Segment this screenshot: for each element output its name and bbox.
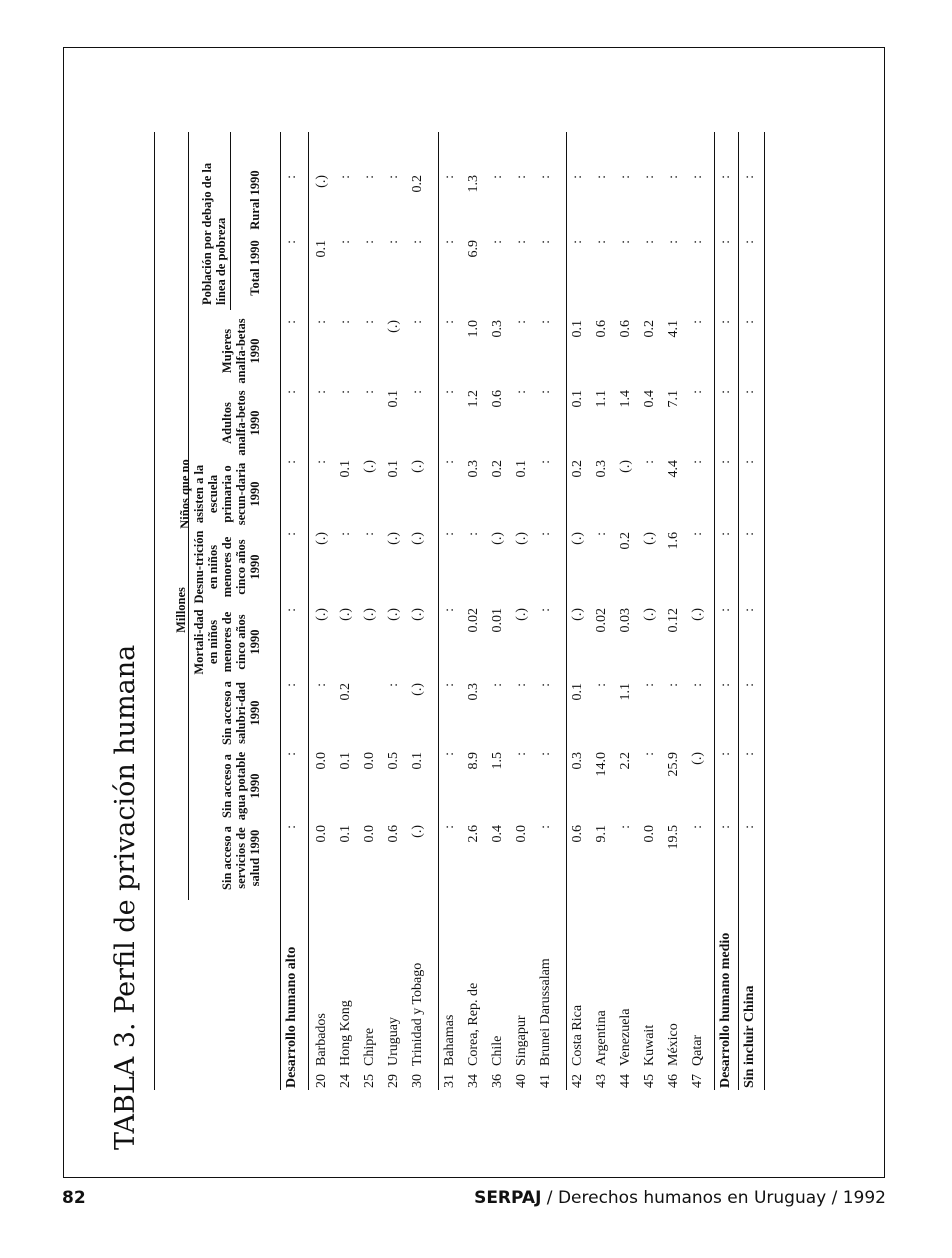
table-cell: : [284,320,299,324]
unit-label: Millones [174,587,188,633]
table-cell: (.) [570,608,585,621]
table-cell: : [642,460,657,464]
table-cell: 0.1 [338,460,353,478]
table-cell: : [314,390,329,394]
table-cell: : [466,532,481,536]
table-cell: (.) [410,460,425,473]
poverty-group-header: Población por debajo de la línea de pobreza [200,162,228,305]
table-cell: (.) [314,532,329,545]
country-name: Singapur [514,1015,529,1066]
table-cell: 0.1 [570,320,585,338]
table-cell: (.) [570,532,585,545]
table-cell: 0.1 [514,460,529,478]
table-cell: 1.4 [618,390,633,408]
table-cell: : [362,175,377,179]
table-cell: : [386,175,401,179]
table-cell: 2.2 [618,752,633,770]
table-cell: : [690,683,705,687]
table-cell: (.) [642,608,657,621]
table-cell: : [742,608,757,612]
table-cell: : [284,532,299,536]
table-cell: : [362,390,377,394]
table-cell: (.) [386,532,401,545]
table-cell: 0.1 [570,390,585,408]
table-cell: 1.6 [666,532,681,550]
table-cell: : [284,825,299,829]
table-cell: 0.0 [642,825,657,843]
table-cell: 0.2 [490,460,505,478]
table-cell: 1.3 [466,175,481,193]
table-cell: 25.9 [666,752,681,777]
table-cell: 0.3 [570,752,585,770]
table-cell: : [514,390,529,394]
table-cell: 0.3 [490,320,505,338]
table-cell: 8.9 [466,752,481,770]
group-rule [438,132,439,1090]
table-cell: : [442,460,457,464]
table-bottom-rule [764,132,765,1090]
table-cell: : [514,240,529,244]
row-rank: 24 [338,1074,353,1088]
row-rank: 41 [538,1074,553,1088]
group-rule [566,132,567,1090]
table-cell: : [742,683,757,687]
header-top-rule [154,132,155,1090]
table-cell: (.) [490,532,505,545]
table-cell: : [642,240,657,244]
country-name: México [666,1023,681,1066]
table-cell: (.) [690,752,705,765]
table-cell: : [690,240,705,244]
table-cell: : [314,460,329,464]
table-cell: : [718,532,733,536]
table-cell: 4.4 [666,460,681,478]
column-header-6: Niños que no asisten a la escuela primaria o secun-daria 1990 [178,459,262,529]
table-cell: : [490,240,505,244]
table-cell: : [742,240,757,244]
table-cell: : [594,175,609,179]
table-cell: 0.0 [514,825,529,843]
row-rank: 46 [666,1074,681,1088]
table-cell: 6.9 [466,240,481,258]
table-cell: (.) [690,608,705,621]
table-cell: : [570,240,585,244]
table-cell: : [386,683,401,687]
table-cell: : [538,825,553,829]
table-cell: : [690,825,705,829]
table-cell: 1.2 [466,390,481,408]
table-cell: : [690,320,705,324]
page-number: 82 [62,1188,86,1208]
table-cell: 9.1 [594,825,609,843]
table-cell: 0.0 [314,825,329,843]
country-name: Corea, Rep. de [466,982,481,1066]
country-name: Costa Rica [570,1004,585,1066]
column-header-7: Adultos analfa-betos 1990 [220,390,262,456]
table-cell: : [718,752,733,756]
table-cell: : [594,532,609,536]
table-cell: : [442,240,457,244]
table-cell: : [642,683,657,687]
table-cell: : [718,390,733,394]
table-cell: (.) [386,320,401,333]
table-cell: 0.2 [618,532,633,550]
table-cell: : [742,752,757,756]
table-cell: (.) [410,683,425,696]
row-rank: 31 [442,1074,457,1088]
table-cell: 0.4 [490,825,505,843]
row-rank: 47 [690,1074,705,1088]
table-cell: : [718,825,733,829]
country-name: Uruguay [386,1017,401,1066]
table-cell: 0.1 [410,752,425,770]
table-cell: (.) [314,608,329,621]
table-cell: : [410,320,425,324]
table-cell: : [410,390,425,394]
table-cell: (.) [642,532,657,545]
row-rank: 34 [466,1074,481,1088]
country-name: Hong Kong [338,1000,353,1066]
row-rank: 42 [570,1074,585,1088]
section-rule [308,132,309,1090]
table-cell: : [538,175,553,179]
table-cell: 0.1 [338,825,353,843]
table-cell: : [718,460,733,464]
section-label: Desarrollo humano medio [718,932,733,1088]
table-cell: 0.0 [362,825,377,843]
table-cell: 2.6 [466,825,481,843]
table-cell: (.) [410,608,425,621]
table-cell: : [666,683,681,687]
table-cell: : [284,460,299,464]
table-cell: 0.02 [466,608,481,633]
table-cell: 0.01 [490,608,505,633]
row-rank: 45 [642,1074,657,1088]
group-rule [714,132,715,1090]
table-cell: (.) [362,608,377,621]
table-cell: : [338,320,353,324]
table-cell: : [594,240,609,244]
table-cell: 0.03 [618,608,633,633]
table-cell: : [442,532,457,536]
table-cell: : [618,825,633,829]
column-header-10: Rural 1990 [248,170,262,230]
row-rank: 36 [490,1074,505,1088]
column-header-9: Total 1990 [248,240,262,296]
table-cell: : [338,390,353,394]
table-cell: : [718,240,733,244]
table-cell: : [284,175,299,179]
table-cell: : [514,320,529,324]
header-bottom-rule [280,132,281,1090]
table-cell: : [642,752,657,756]
table-cell: 0.6 [594,320,609,338]
table-cell: : [386,240,401,244]
table-cell: : [666,240,681,244]
table-cell: 19.5 [666,825,681,850]
table-cell: : [718,608,733,612]
country-name: Brunei Darussalam [538,958,553,1066]
table-cell: : [742,825,757,829]
table-cell: : [538,460,553,464]
table-title: TABLA 3. Perfil de privación humana [110,644,141,1150]
table-cell: : [362,240,377,244]
rotated-table [110,130,770,1150]
table-cell: : [690,390,705,394]
table-cell: (.) [314,175,329,188]
row-rank: 43 [594,1074,609,1088]
table-cell: (.) [514,532,529,545]
table-cell: : [618,240,633,244]
table-cell: 0.0 [362,752,377,770]
table-cell: 0.2 [338,683,353,701]
country-name: Bahamas [442,1014,457,1066]
table-cell: : [442,608,457,612]
table-cell: 0.1 [338,752,353,770]
table-cell: 1.0 [466,320,481,338]
table-cell: : [742,460,757,464]
table-cell: : [442,390,457,394]
table-cell: (.) [410,825,425,838]
table-cell: : [570,175,585,179]
section-medio-rule [738,132,739,1090]
table-cell: 0.6 [570,825,585,843]
table-cell: : [514,752,529,756]
table-cell: : [284,608,299,612]
publication-title: / Derechos humanos en Uruguay / 1992 [541,1188,886,1208]
row-rank: 40 [514,1074,529,1088]
table-cell: : [362,320,377,324]
table-cell: : [642,175,657,179]
table-cell: 1.1 [618,683,633,701]
table-cell: : [538,532,553,536]
table-cell: : [742,390,757,394]
table-cell: 0.6 [386,825,401,843]
table-cell: : [284,240,299,244]
column-header-3: Sin acceso a salubri-dad 1990 [220,681,262,745]
column-header-4: Mortali-dad en niños menores de cinco años 1990 [192,609,262,675]
publication-footer [474,1188,886,1208]
table-cell: : [362,532,377,536]
table-cell: : [284,683,299,687]
table-cell: (.) [362,460,377,473]
table-cell: 0.1 [386,390,401,408]
country-name: Qatar [690,1034,705,1066]
table-cell: : [538,752,553,756]
table-cell: : [538,608,553,612]
row-rank: 25 [362,1074,377,1088]
table-cell: : [314,320,329,324]
table-cell: : [538,320,553,324]
country-name: Chipre [362,1027,377,1066]
table-cell: (.) [618,460,633,473]
table-cell: 7.1 [666,390,681,408]
row-rank: 29 [386,1074,401,1088]
country-name: Trinidad y Tobago [410,962,425,1066]
table-cell: 1.5 [490,752,505,770]
table-cell: : [514,683,529,687]
column-header-8: Mujeres analfa-betas 1990 [220,318,262,384]
table-cell: : [284,390,299,394]
table-cell: : [338,240,353,244]
table-cell: : [718,683,733,687]
table-cell: : [718,320,733,324]
table-cell: : [490,683,505,687]
table-cell: 0.3 [466,460,481,478]
table-cell: : [538,240,553,244]
table-cell: : [314,683,329,687]
table-cell: : [594,683,609,687]
table-cell: : [442,752,457,756]
row-rank: 20 [314,1074,329,1088]
table-cell: : [338,175,353,179]
table-cell: : [742,175,757,179]
country-name: Kuwait [642,1024,657,1066]
country-name: Chile [490,1035,505,1066]
table-cell: 14.0 [594,752,609,777]
table-cell: 0.1 [570,683,585,701]
org-name: SERPAJ [474,1188,542,1208]
section-label: Sin incluir China [742,985,757,1088]
table-cell: 0.4 [642,390,657,408]
table-cell: : [538,683,553,687]
table-cell: : [410,240,425,244]
row-rank: 44 [618,1074,633,1088]
table-cell: : [690,460,705,464]
table-cell: : [338,532,353,536]
table-cell: 0.0 [314,752,329,770]
column-header-5: Desnu-trición en niños menores de cinco años 1990 [192,530,262,604]
table-cell: (.) [338,608,353,621]
poverty-rule [230,132,231,310]
table-cell: 0.1 [386,460,401,478]
table-cell: : [442,825,457,829]
table-cell: 0.5 [386,752,401,770]
table-cell: : [284,752,299,756]
table-cell: : [538,390,553,394]
table-cell: : [742,532,757,536]
table-cell: : [442,175,457,179]
table-cell: 0.12 [666,608,681,633]
table-cell: : [742,320,757,324]
table-cell: 0.3 [466,683,481,701]
table-cell: 0.6 [618,320,633,338]
table-cell: 1.1 [594,390,609,408]
table-cell: (.) [386,608,401,621]
table-cell: : [442,683,457,687]
table-cell: : [442,320,457,324]
table-cell: : [514,175,529,179]
table-cell: : [666,175,681,179]
table-cell: (.) [514,608,529,621]
table-cell: 0.3 [594,460,609,478]
table-cell: : [690,175,705,179]
row-rank: 30 [410,1074,425,1088]
table-cell: 4.1 [666,320,681,338]
table-cell: 0.1 [314,240,329,258]
table-cell: 0.2 [410,175,425,193]
table-cell: (.) [410,532,425,545]
column-header-2: Sin acceso a agua potable 1990 [220,751,262,821]
table-cell: : [618,175,633,179]
table-cell: 0.2 [570,460,585,478]
country-name: Venezuela [618,1008,633,1066]
table-cell: : [718,175,733,179]
table-cell: 0.02 [594,608,609,633]
section-label: Desarrollo humano alto [284,946,299,1088]
column-header-1: Sin acceso a servicios de salud 1990 [220,826,262,890]
table-cell: 0.6 [490,390,505,408]
table-cell: 0.2 [642,320,657,338]
table-cell: : [690,532,705,536]
country-name: Argentina [594,1010,609,1066]
country-name: Barbados [314,1013,329,1066]
table-cell: : [490,175,505,179]
